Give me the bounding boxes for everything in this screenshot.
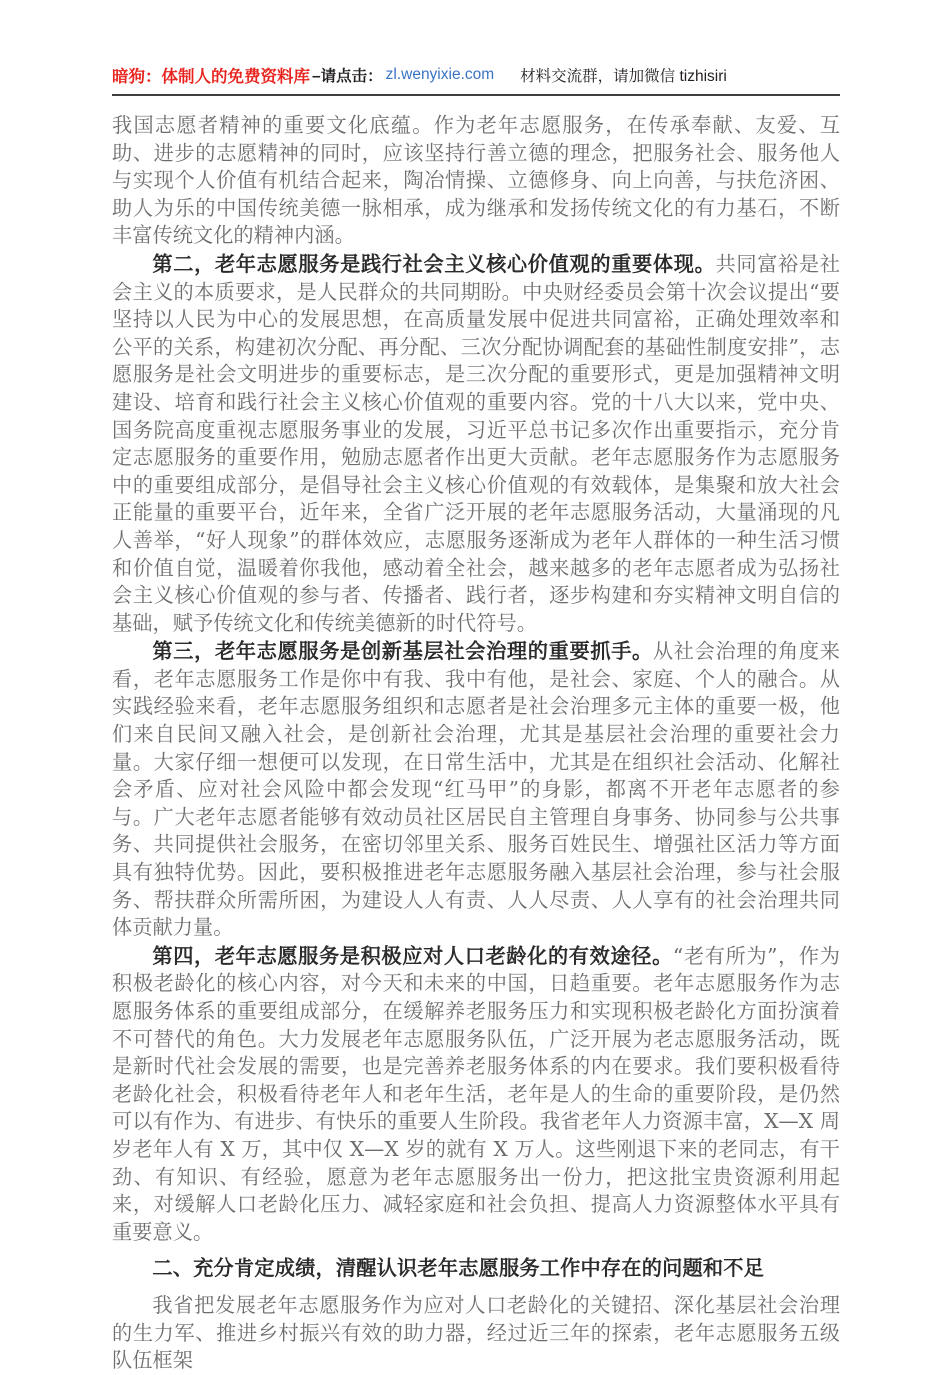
paragraph-lead-four: 第四，老年志愿服务是积极应对人口老龄化的有效途径。 xyxy=(152,943,673,968)
paragraph-point-four xyxy=(112,943,840,1247)
promo-cta-text: –请点击： xyxy=(312,68,383,85)
paragraph-after-heading xyxy=(112,1292,840,1375)
promo-brand-text: 暗狗：体制人的免费资料库 xyxy=(112,68,310,86)
section-heading-two: 二、充分肯定成绩，清醒认识老年志愿服务工作中存在的问题和不足 xyxy=(152,1256,765,1281)
paragraph-text: 我国志愿者精神的重要文化底蕴。作为老年志愿服务，在传承奉献、友爱、互助、进步的志愿精神的同时，应该坚持行善立德的理念，把服务社会、服务他人与实现个人价值有机结合起来，陶冶情操、立德修身、向上向善，与扶危济困、助人为乐的中国传统美德一脉相承，成为继承和发扬传统文化的有力基石，不断丰富传统文化的精神内涵。 xyxy=(112,113,840,248)
promo-link[interactable]: zl.wenyixie.com xyxy=(385,66,495,83)
paragraph-text-two: 共同富裕是社会主义的本质要求，是人民群众的共同期盼。中央财经委员会第十次会议提出“要坚持以人民为中心的发展思想，在高质量发展中促进共同富裕，正确处理效率和公平的关系，构建初次分配、再分配、三次分配协调配套的基础性制度安排”，志愿服务是社会文明进步的重要标志，是三次分配的重要形式，更是加强精神文明建设、培育和践行社会主义核心价值观的重要内容。党的十八大以来，党中央、国务院高度重视志愿服务事业的发展，习近平总书记多次作出重要指示，充分肯定志愿服务的重要作用，勉励志愿者作出更大贡献。老年志愿服务作为志愿服务中的重要组成部分，是倡导社会主义核心价值观的有效载体，是集聚和放大社会正能量的重要平台，近年来，全省广泛开展的老年志愿服务活动，大量涌现的凡人善举，“好人现象”的群体效应，志愿服务逐渐成为老年人群体的一种生活习惯和价值自觉，温暖着你我他，感动着全社会，越来越多的老年志愿者成为弘扬社会主义核心价值观的参与者、传播者、践行者，逐步构建和夯实精神文明自信的基础，赋予传统文化和传统美德新的时代符号。 xyxy=(112,251,840,635)
heading-gap-top xyxy=(112,1246,840,1255)
paragraph-text-after-heading: 我省把发展老年志愿服务作为应对人口老龄化的关键招、深化基层社会治理的生力军、推进乡村振兴有效的助力器，经过近三年的探索，老年志愿服务五级队伍框架 xyxy=(112,1292,840,1373)
paragraph-text-three: 从社会治理的角度来看，老年志愿服务工作是你中有我、我中有他，是社会、家庭、个人的融合。从实践经验来看，老年志愿服务组织和志愿者是社会治理多元主体的重要一极，他们来自民间又融入社会，是创新社会治理，尤其是基层社会治理的重要社会力量。大家仔细一想便可以发现，在日常生活中，尤其是在组织社会活动、化解社会矛盾、应对社会风险中都会发现“红马甲”的身影，都离不开老年志愿者的参与。广大老年志愿者能够有效动员社区居民自主管理自身事务、协同参与公共事务、共同提供社会服务，在密切邻里关系、服务百姓民生、增强社区活力等方面具有独特优势。因此，要积极推进老年志愿服务融入基层社会治理，参与社会服务、帮扶群众所需所困，为建设人人有责、人人尽责、人人享有的社会治理共同体贡献力量。 xyxy=(112,639,841,940)
promo-wechat-text: 材料交流群，请加微信 tizhisiri xyxy=(520,68,727,85)
heading-gap-bottom xyxy=(112,1283,840,1292)
paragraph-lead-three: 第三，老年志愿服务是创新基层社会治理的重要抓手。 xyxy=(152,639,653,664)
promo-banner xyxy=(112,58,840,92)
paragraph-point-two xyxy=(112,251,840,637)
paragraph-lead-two: 第二，老年志愿服务是践行社会主义核心价值观的重要体现。 xyxy=(152,251,716,276)
paragraph-text-four: “老有所为”，作为积极老龄化的核心内容，对今天和未来的中国，日趋重要。老年志愿服务作为志愿服务体系的重要组成部分，在缓解养老服务压力和实现积极老龄化方面扮演着不可替代的角色。大力发展老年志愿服务队伍，广泛开展为老志愿服务活动，既是新时代社会发展的需要，也是完善养老服务体系的内在要求。我们要积极看待老龄化社会，积极看待老年人和老年生活，老年是人的生命的重要阶段，是仍然可以有作为、有进步、有快乐的重要人生阶段。我省老年人力资源丰富，X—X 周岁老年人有 X 万，其中仅 X—X 岁的就有 X 万人。这些刚退下来的老同志，有干劲、有知识、有经验，愿意为老年志愿服务出一份力，把这批宝贵资源利用起来，对缓解人口老龄化压力、减轻家庭和社会负担、提高人力资源整体水平具有重要意义。 xyxy=(112,943,840,1244)
document-body xyxy=(112,112,840,1375)
paragraph-continuation xyxy=(112,112,840,250)
header-divider xyxy=(112,94,840,96)
paragraph-point-three xyxy=(112,638,840,942)
